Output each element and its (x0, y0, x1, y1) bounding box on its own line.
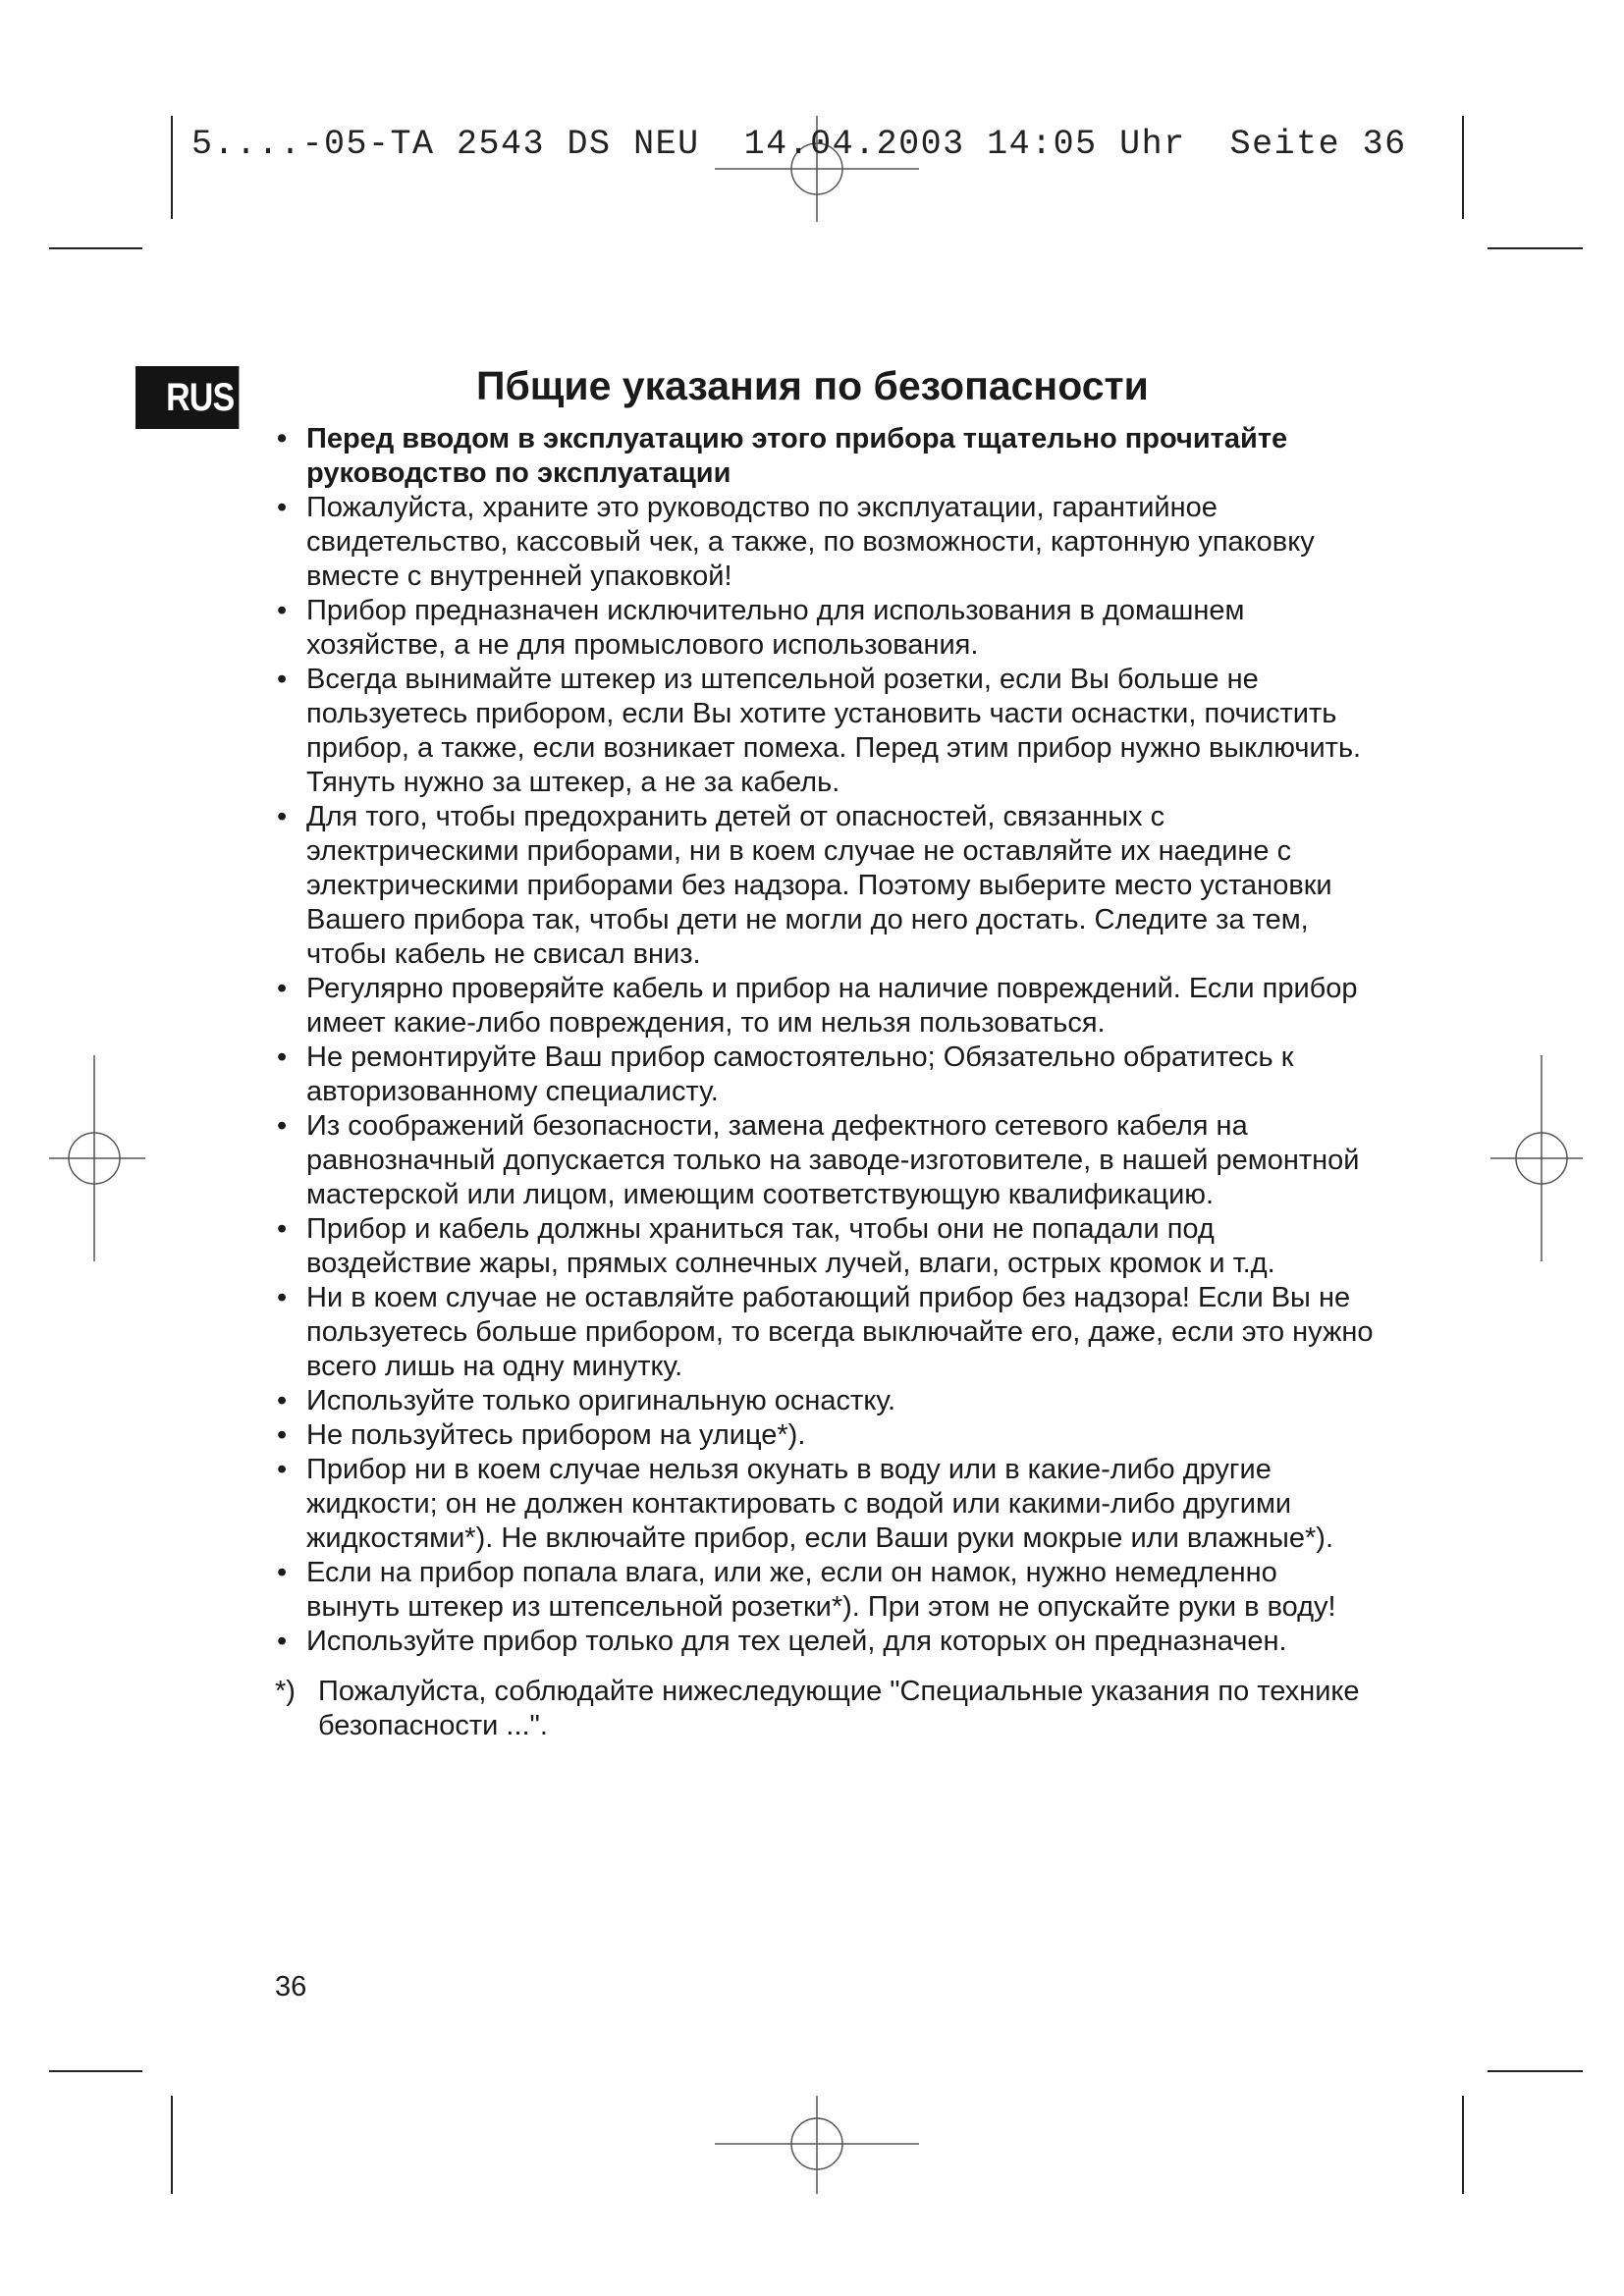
language-tab: RUS (135, 366, 239, 429)
list-item: • Регулярно проверяйте кабель и прибор на наличие повреждений. Если прибор имеет какие-либо повреждения, то им нельзя пользоваться. (275, 972, 1375, 1041)
list-item: • Используйте только оригинальную оснастку. (275, 1384, 1375, 1418)
list-item: • Для того, чтобы предохранить детей от опасностей, связанных с электрическими приборами, ни в коем случае не оставляйте их наедине с электрическими приборами без надзора. Поэтому выберите место установки Вашего прибора так, чтобы дети не могли до него достать. Следите за тем, чтобы кабель не свисал вниз. (275, 800, 1375, 972)
page-title: Пбщие указания по безопасности (476, 363, 1149, 408)
list-item: • Не пользуйтесь прибором на улице*). (275, 1418, 1375, 1453)
footnote (275, 1675, 1375, 1743)
footnote-mark: *) (275, 1676, 296, 1707)
list-item: • Прибор и кабель должны храниться так, чтобы они не попадали под воздействие жары, прямых солнечных лучей, влаги, острых кромок и т.д. (275, 1212, 1375, 1281)
footnote-text: Пожалуйста, соблюдайте нижеследующие "Специальные указания по технике безопасности ...". (318, 1676, 1360, 1741)
list-item: • Всегда вынимайте штекер из штепсельной розетки, если Вы больше не пользуетесь прибором, если Вы хотите установить части оснастки, почистить прибор, а также, если возникает помеха. Перед этим прибор нужно выключить. Тянуть нужно за штекер, а не за кабель. (275, 663, 1375, 800)
list-item: • Перед вводом в эксплуатацию этого прибора тщательно прочитайте руководство по эксплуатации (275, 422, 1375, 491)
page-number: 36 (275, 1971, 307, 2002)
list-item: • Не ремонтируйте Ваш прибор самостоятельно; Обязательно обратитесь к авторизованному специалисту. (275, 1041, 1375, 1109)
registration-mark-bottom (715, 2096, 919, 2194)
print-header-line: 5....-05-TA 2543 DS NEU 14.04.2003 14:05 Uhr Seite 36 (191, 125, 1407, 164)
list-item: • Ни в коем случае не оставляйте работающий прибор без надзора! Если Вы не пользуетесь больше прибором, то всегда выключайте его, даже, если это нужно всего лишь на одну минутку. (275, 1281, 1375, 1384)
list-item: • Если на прибор попала влага, или же, если он намок, нужно немедленно вынуть штекер из штепсельной розетки*). При этом не опускайте руки в воду! (275, 1556, 1375, 1625)
list-item: • Из соображений безопасности, замена дефектного сетевого кабеля на равнозначный допускается только на заводе-изготовителе, в нашей ремонтной мастерской или лицом, имеющим соответствующую квалификацию. (275, 1109, 1375, 1212)
registration-mark-right (1490, 1055, 1583, 1261)
main-content (275, 422, 1375, 1743)
list-item: • Прибор ни в коем случае нельзя окунать в воду или в какие-либо другие жидкости; он не должен контактировать с водой или какими-либо другими жидкостями*). Не включайте прибор, если Ваши руки мокрые или влажные*). (275, 1453, 1375, 1556)
list-item: • Прибор предназначен исключительно для использования в домашнем хозяйстве, а не для промыслового использования. (275, 594, 1375, 663)
list-item: • Используйте прибор только для тех целей, для которых он предназначен. (275, 1625, 1375, 1659)
list-item: • Пожалуйста, храните это руководство по эксплуатации, гарантийное свидетельство, кассовый чек, а также, по возможности, картонную упаковку вместе с внутренней упаковкой! (275, 491, 1375, 594)
registration-mark-left (49, 1055, 145, 1261)
safety-instructions-list (275, 422, 1375, 1659)
